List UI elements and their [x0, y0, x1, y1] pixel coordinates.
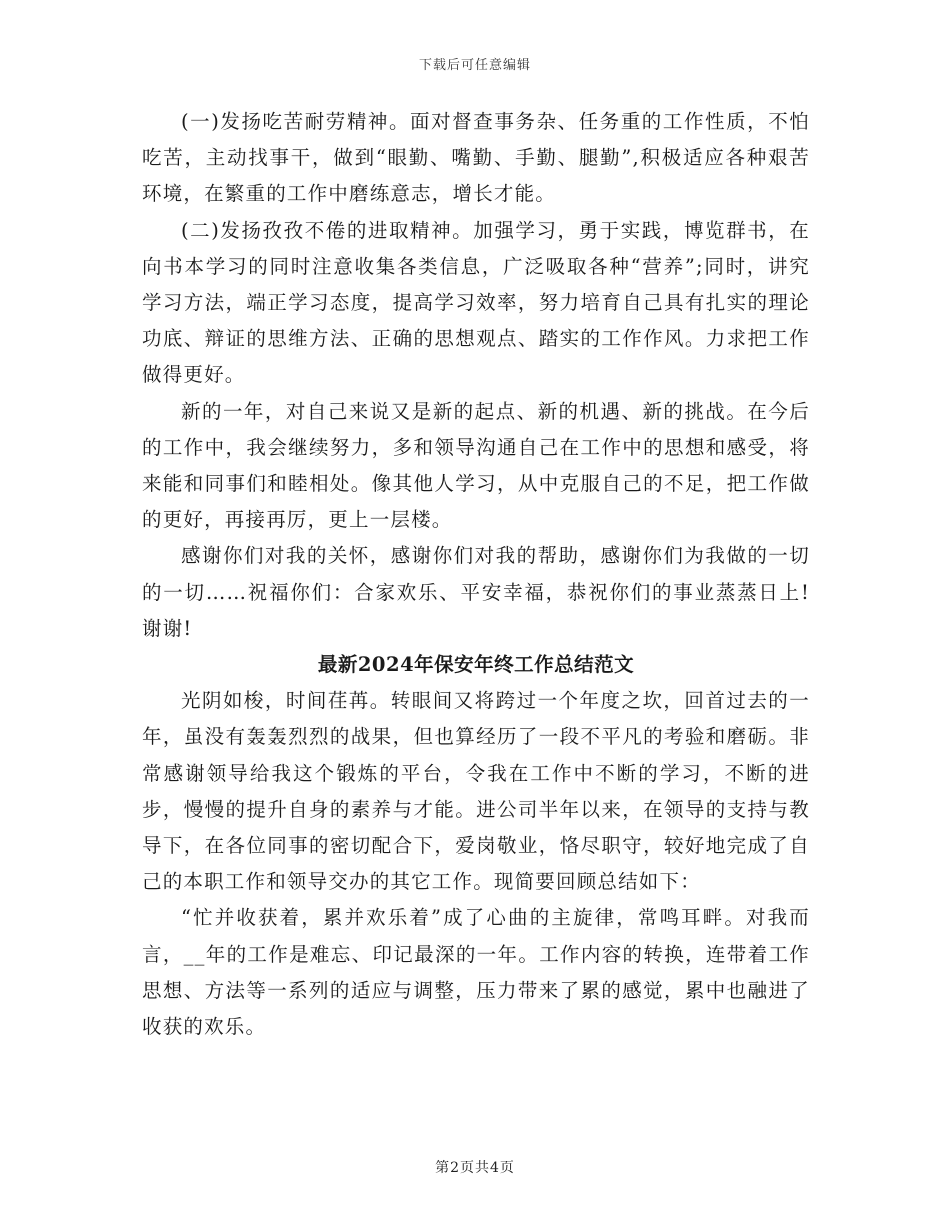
paragraph-hardworking-spirit: (一)发扬吃苦耐劳精神。面对督查事务杂、任务重的工作性质，不怕吃苦，主动找事干，做到“眼勤、嘴勤、手勤、腿勤”,积极适应各种艰苦环境，在繁重的工作中磨练意志，增长才能。 — [142, 110, 810, 206]
page-number: 第2页共4页 — [435, 1160, 515, 1176]
paragraph-busy-harvest: “忙并收获着，累并欢乐着”成了心曲的主旋律，常鸣耳畔。对我而言，__年的工作是难忘、印记最深的一年。工作内容的转换，连带着工作思想、方法等一系列的适应与调整，压力带来了累的感觉，累中也融进了收获的欢乐。 — [142, 906, 810, 1039]
paragraph-new-year: 新的一年，对自己来说又是新的起点、新的机遇、新的挑战。在今后的工作中，我会继续努力，多和领导沟通自己在工作中的思想和感受，将来能和同事们和睦相处。像其他人学习，从中克服自己的不足，把工作做的更好，再接再厉，更上一层楼。 — [142, 399, 810, 532]
section-title: 最新2024年保安年终工作总结范文 — [317, 653, 635, 677]
page-header-note: 下载后可任意编辑 — [418, 58, 531, 73]
paragraph-year-review: 光阴如梭，时间荏苒。转眼间又将跨过一个年度之坎，回首过去的一年，虽没有轰轰烈烈的战果，但也算经历了一段不平凡的考验和磨砺。非常感谢领导给我这个锻炼的平台，令我在工作中不断的学习，不断的进步，慢慢的提升自身的素养与才能。进公司半年以来，在领导的支持与教导下，在各位同事的密切配合下，爱岗敬业，恪尽职守，较好地完成了自己的本职工作和领导交办的其它工作。现简要回顾总结如下： — [142, 689, 810, 894]
document-body — [142, 104, 810, 1045]
paragraph-thanks: 感谢你们对我的关怀，感谢你们对我的帮助，感谢你们为我做的一切的一切……祝福你们：合家欢乐、平安幸福，恭祝你们的事业蒸蒸日上!谢谢! — [142, 544, 810, 640]
paragraph-learning-spirit: (二)发扬孜孜不倦的进取精神。加强学习，勇于实践，博览群书，在向书本学习的同时注意收集各类信息，广泛吸取各种“营养”;同时，讲究学习方法，端正学习态度，提高学习效率，努力培育自己具有扎实的理论功底、辩证的思维方法、正确的思想观点、踏实的工作作风。力求把工作做得更好。 — [142, 218, 810, 387]
